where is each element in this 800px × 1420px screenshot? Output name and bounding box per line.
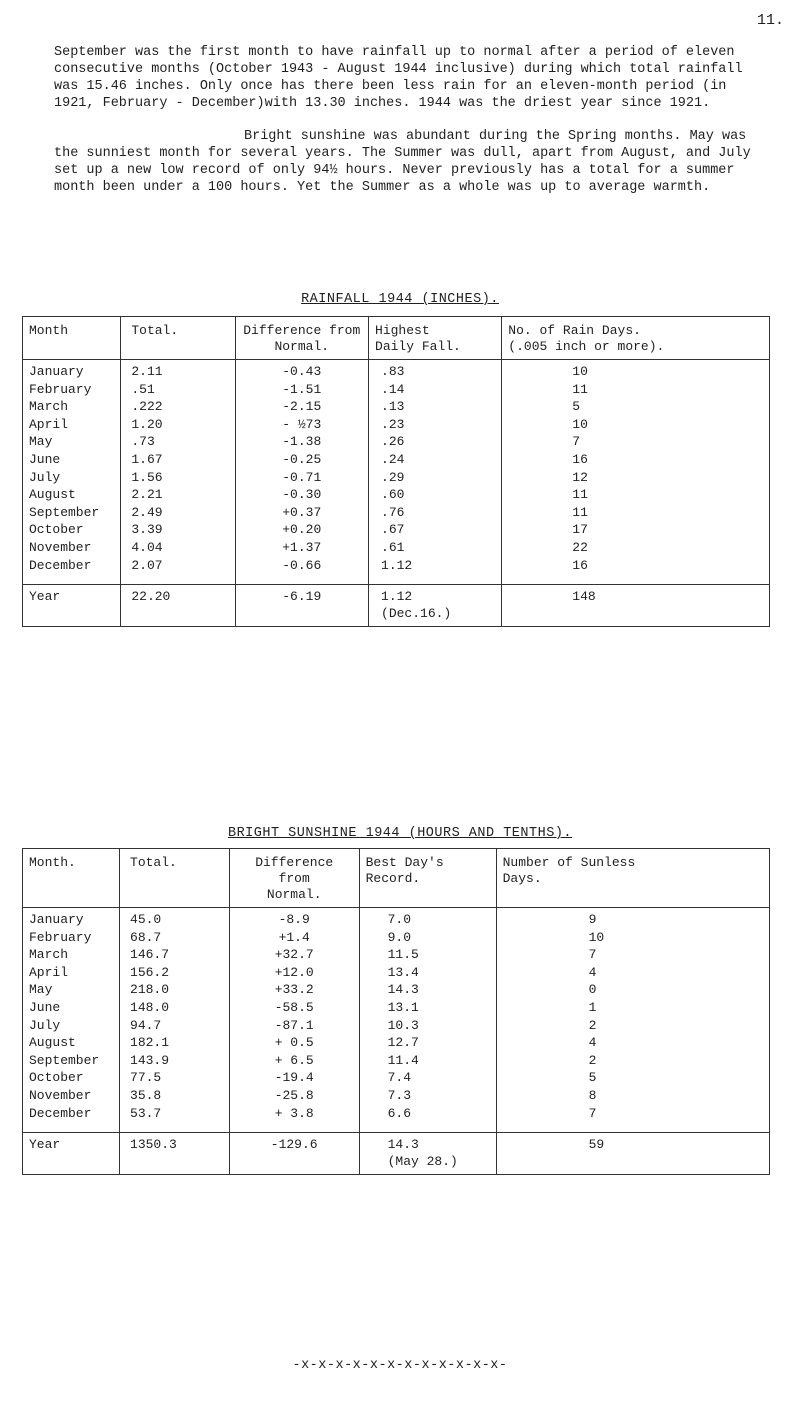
cell-best-day: 7.0	[359, 908, 496, 929]
page-number: 11.	[756, 12, 784, 29]
cell-rain-days: 11	[502, 381, 770, 399]
cell-rain-days: 5	[502, 398, 770, 416]
cell-total: .222	[121, 398, 235, 416]
header-difference: Difference from Normal.	[235, 317, 369, 360]
cell-best-day: 12.7	[359, 1034, 496, 1052]
cell-difference: -8.9	[229, 908, 359, 929]
cell-month: January	[23, 360, 121, 381]
cell-total: .73	[121, 433, 235, 451]
table-row	[23, 398, 770, 416]
cell-rain-days: 17	[502, 521, 770, 539]
year-difference: -6.19	[235, 585, 369, 627]
cell-sunless-days: 2	[496, 1017, 769, 1035]
year-label: Year	[23, 1133, 120, 1175]
cell-month: May	[23, 981, 120, 999]
cell-difference: -19.4	[229, 1069, 359, 1087]
cell-rain-days: 7	[502, 433, 770, 451]
cell-total: 148.0	[120, 999, 230, 1017]
cell-month: December	[23, 557, 121, 585]
paragraph-sunshine-text: Bright sunshine was abundant during the Spring months. May was the sunniest month for several years. The Summer was dull, apart from August, and July set up a new low record of only 94½ hours. Never previously has a total for a summer month been under a 100 hours. Yet the Summer as a whole was up to average warmth.	[54, 129, 751, 195]
cell-total: 1.67	[121, 451, 235, 469]
cell-month: September	[23, 1052, 120, 1070]
table-row	[23, 964, 770, 982]
rainfall-table	[22, 316, 770, 627]
table-row	[23, 999, 770, 1017]
cell-difference: -0.43	[235, 360, 369, 381]
cell-difference: +32.7	[229, 946, 359, 964]
cell-best-day: 11.5	[359, 946, 496, 964]
cell-difference: +0.37	[235, 504, 369, 522]
cell-month: November	[23, 1087, 120, 1105]
cell-best-day: 13.1	[359, 999, 496, 1017]
year-row	[23, 1133, 770, 1175]
cell-rain-days: 10	[502, 360, 770, 381]
cell-total: 146.7	[120, 946, 230, 964]
cell-total: 182.1	[120, 1034, 230, 1052]
table-row	[23, 416, 770, 434]
cell-highest-daily-fall: .14	[369, 381, 502, 399]
cell-highest-daily-fall: .61	[369, 539, 502, 557]
cell-sunless-days: 8	[496, 1087, 769, 1105]
paragraph-sunshine-summary	[54, 128, 774, 196]
cell-total: 4.04	[121, 539, 235, 557]
header-sunless-days: Number of Sunless Days.	[496, 849, 769, 908]
table-row	[23, 1105, 770, 1133]
cell-total: 53.7	[120, 1105, 230, 1133]
table-row	[23, 451, 770, 469]
cell-rain-days: 11	[502, 504, 770, 522]
cell-month: August	[23, 1034, 120, 1052]
cell-month: August	[23, 486, 121, 504]
header-rain-days: No. of Rain Days. (.005 inch or more).	[502, 317, 770, 360]
cell-month: March	[23, 398, 121, 416]
cell-rain-days: 10	[502, 416, 770, 434]
cell-sunless-days: 0	[496, 981, 769, 999]
cell-highest-daily-fall: .83	[369, 360, 502, 381]
cell-highest-daily-fall: .24	[369, 451, 502, 469]
cell-total: 2.07	[121, 557, 235, 585]
cell-month: November	[23, 539, 121, 557]
cell-month: March	[23, 946, 120, 964]
cell-best-day: 7.4	[359, 1069, 496, 1087]
table-row	[23, 539, 770, 557]
table-row	[23, 929, 770, 947]
cell-sunless-days: 4	[496, 964, 769, 982]
cell-best-day: 10.3	[359, 1017, 496, 1035]
cell-sunless-days: 2	[496, 1052, 769, 1070]
cell-difference: -1.51	[235, 381, 369, 399]
rainfall-table-title: RAINFALL 1944 (INCHES).	[301, 292, 499, 307]
cell-difference: + 0.5	[229, 1034, 359, 1052]
table-header-row	[23, 849, 770, 908]
cell-best-day: 14.3	[359, 981, 496, 999]
table-row	[23, 946, 770, 964]
cell-sunless-days: 4	[496, 1034, 769, 1052]
cell-highest-daily-fall: .60	[369, 486, 502, 504]
cell-difference: + 3.8	[229, 1105, 359, 1133]
cell-total: 68.7	[120, 929, 230, 947]
cell-difference: -0.71	[235, 469, 369, 487]
cell-difference: -0.25	[235, 451, 369, 469]
table-row	[23, 908, 770, 929]
cell-sunless-days: 5	[496, 1069, 769, 1087]
cell-total: 3.39	[121, 521, 235, 539]
cell-total: .51	[121, 381, 235, 399]
cell-sunless-days: 10	[496, 929, 769, 947]
header-difference: Difference from Normal.	[229, 849, 359, 908]
cell-sunless-days: 7	[496, 946, 769, 964]
table-row	[23, 1087, 770, 1105]
cell-difference: +1.37	[235, 539, 369, 557]
table-header-row	[23, 317, 770, 360]
table-row	[23, 486, 770, 504]
cell-highest-daily-fall: .76	[369, 504, 502, 522]
header-total: Total.	[121, 317, 235, 360]
cell-total: 156.2	[120, 964, 230, 982]
cell-difference: - ½73	[235, 416, 369, 434]
cell-difference: -58.5	[229, 999, 359, 1017]
paragraph-rainfall-summary: September was the first month to have rainfall up to normal after a period of eleven consecutive months (October 1943 - August 1944 inclusive) during which total rainfall was 15.46 inches. Only once has there been less rain for an eleven-month period (in 1921, February - December)with 13.30 inches. 1944 was the driest year since 1921.	[54, 45, 743, 111]
cell-total: 35.8	[120, 1087, 230, 1105]
cell-total: 94.7	[120, 1017, 230, 1035]
cell-month: June	[23, 999, 120, 1017]
cell-best-day: 13.4	[359, 964, 496, 982]
year-total: 1350.3	[120, 1133, 230, 1175]
header-best-day: Best Day's Record.	[359, 849, 496, 908]
year-row	[23, 585, 770, 627]
cell-month: February	[23, 381, 121, 399]
cell-total: 1.56	[121, 469, 235, 487]
cell-month: January	[23, 908, 120, 929]
cell-total: 2.49	[121, 504, 235, 522]
cell-rain-days: 22	[502, 539, 770, 557]
header-highest-daily-fall: Highest Daily Fall.	[369, 317, 502, 360]
cell-difference: +33.2	[229, 981, 359, 999]
table-row	[23, 521, 770, 539]
header-month: Month	[23, 317, 121, 360]
year-rain-days: 148	[502, 585, 770, 627]
cell-best-day: 7.3	[359, 1087, 496, 1105]
table-row	[23, 469, 770, 487]
table-row	[23, 433, 770, 451]
sunshine-table	[22, 848, 770, 1175]
cell-difference: -87.1	[229, 1017, 359, 1035]
cell-month: October	[23, 1069, 120, 1087]
cell-highest-daily-fall: .13	[369, 398, 502, 416]
cell-highest-daily-fall: .26	[369, 433, 502, 451]
cell-total: 2.11	[121, 360, 235, 381]
cell-difference: +12.0	[229, 964, 359, 982]
cell-total: 218.0	[120, 981, 230, 999]
sunshine-table-title: BRIGHT SUNSHINE 1944 (HOURS AND TENTHS).	[227, 826, 573, 841]
year-highest: 1.12 (Dec.16.)	[369, 585, 502, 627]
cell-month: July	[23, 469, 121, 487]
cell-difference: -2.15	[235, 398, 369, 416]
cell-highest-daily-fall: 1.12	[369, 557, 502, 585]
cell-sunless-days: 7	[496, 1105, 769, 1133]
cell-sunless-days: 1	[496, 999, 769, 1017]
cell-difference: + 6.5	[229, 1052, 359, 1070]
cell-month: June	[23, 451, 121, 469]
cell-month: December	[23, 1105, 120, 1133]
cell-total: 77.5	[120, 1069, 230, 1087]
cell-difference: -0.66	[235, 557, 369, 585]
cell-total: 45.0	[120, 908, 230, 929]
cell-total: 143.9	[120, 1052, 230, 1070]
cell-best-day: 6.6	[359, 1105, 496, 1133]
year-label: Year	[23, 585, 121, 627]
cell-rain-days: 16	[502, 451, 770, 469]
cell-total: 2.21	[121, 486, 235, 504]
header-month: Month.	[23, 849, 120, 908]
cell-month: February	[23, 929, 120, 947]
cell-highest-daily-fall: .67	[369, 521, 502, 539]
table-row	[23, 981, 770, 999]
cell-sunless-days: 9	[496, 908, 769, 929]
cell-difference: -0.30	[235, 486, 369, 504]
table-row	[23, 1069, 770, 1087]
header-total: Total.	[120, 849, 230, 908]
cell-best-day: 9.0	[359, 929, 496, 947]
cell-month: April	[23, 964, 120, 982]
cell-difference: -25.8	[229, 1087, 359, 1105]
cell-month: April	[23, 416, 121, 434]
table-row	[23, 360, 770, 381]
cell-month: September	[23, 504, 121, 522]
table-row	[23, 1034, 770, 1052]
cell-difference: +0.20	[235, 521, 369, 539]
cell-month: July	[23, 1017, 120, 1035]
table-row	[23, 381, 770, 399]
cell-total: 1.20	[121, 416, 235, 434]
footer-separator: -x-x-x-x-x-x-x-x-x-x-x-x-	[292, 1358, 508, 1373]
cell-highest-daily-fall: .23	[369, 416, 502, 434]
cell-difference: +1.4	[229, 929, 359, 947]
table-row	[23, 504, 770, 522]
year-sunless-days: 59	[496, 1133, 769, 1175]
cell-highest-daily-fall: .29	[369, 469, 502, 487]
cell-difference: -1.38	[235, 433, 369, 451]
cell-rain-days: 11	[502, 486, 770, 504]
year-total: 22.20	[121, 585, 235, 627]
cell-month: May	[23, 433, 121, 451]
cell-rain-days: 12	[502, 469, 770, 487]
cell-best-day: 11.4	[359, 1052, 496, 1070]
cell-month: October	[23, 521, 121, 539]
table-row	[23, 557, 770, 585]
table-row	[23, 1052, 770, 1070]
year-difference: -129.6	[229, 1133, 359, 1175]
year-best-day: 14.3 (May 28.)	[359, 1133, 496, 1175]
table-row	[23, 1017, 770, 1035]
cell-rain-days: 16	[502, 557, 770, 585]
